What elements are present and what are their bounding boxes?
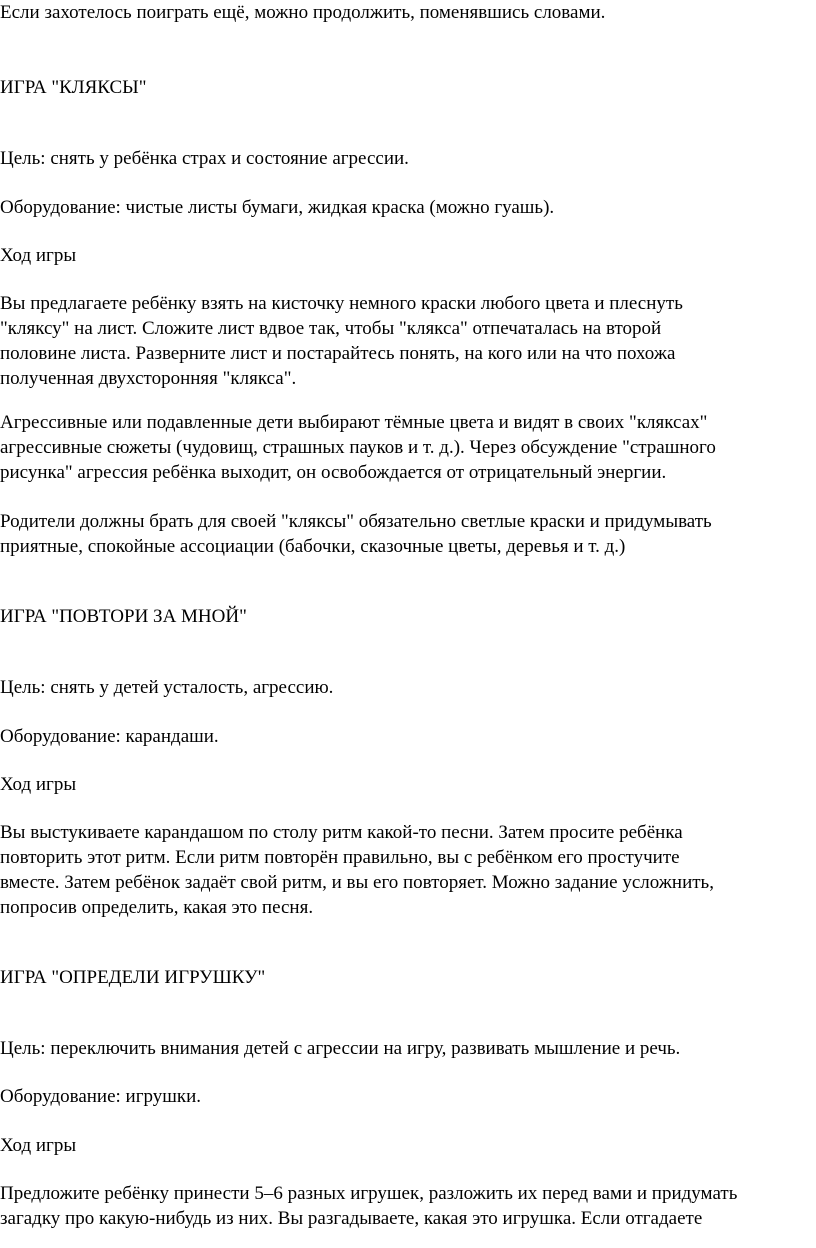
game-3-procedure-label: Ход игры bbox=[0, 1135, 77, 1156]
game-1-equipment: Оборудование: чистые листы бумаги, жидкая краска (можно гуашь). bbox=[0, 197, 555, 218]
game-3-procedure-line: Предложите ребёнку принести 5–6 разных игрушек, разложить их перед вами и придумать bbox=[0, 1183, 738, 1204]
game-2-equipment: Оборудование: карандаши. bbox=[0, 726, 219, 747]
game-1-procedure-line: полученная двухсторонняя "клякса". bbox=[0, 368, 297, 389]
game-1-note-line: рисунка" агрессия ребёнка выходит, он освобождается от отрицательный энергии. bbox=[0, 462, 667, 483]
game-2-procedure-label: Ход игры bbox=[0, 774, 77, 795]
game-1-procedure-label: Ход игры bbox=[0, 245, 77, 266]
intro-line: Если захотелось поиграть ещё, можно продолжить, поменявшись словами. bbox=[0, 2, 606, 23]
game-2-heading: ИГРА "ПОВТОРИ ЗА МНОЙ" bbox=[0, 606, 247, 627]
game-2-procedure-line: Вы выстукиваете карандашом по столу ритм какой-то песни. Затем просите ребёнка bbox=[0, 822, 683, 843]
game-2-procedure-line: попросив определить, какая это песня. bbox=[0, 897, 314, 918]
game-3-heading: ИГРА "ОПРЕДЕЛИ ИГРУШКУ" bbox=[0, 967, 266, 988]
game-1-procedure-line: "кляксу" на лист. Сложите лист вдвое так, чтобы "клякса" отпечаталась на второй bbox=[0, 318, 662, 339]
game-2-goal: Цель: снять у детей усталость, агрессию. bbox=[0, 677, 334, 698]
game-1-goal: Цель: снять у ребёнка страх и состояние агрессии. bbox=[0, 148, 409, 169]
game-1-note-line: Агрессивные или подавленные дети выбирают тёмные цвета и видят в своих "кляксах" bbox=[0, 412, 708, 433]
game-1-procedure-line: Вы предлагаете ребёнку взять на кисточку немного краски любого цвета и плеснуть bbox=[0, 293, 683, 314]
game-1-note-line: агрессивные сюжеты (чудовищ, страшных пауков и т. д.). Через обсуждение "страшного bbox=[0, 437, 716, 458]
game-1-parents-line: Родители должны брать для своей "кляксы" обязательно светлые краски и придумывать bbox=[0, 511, 712, 532]
game-3-procedure-line: загадку про какую-нибудь из них. Вы разгадываете, какая это игрушка. Если отгадаете bbox=[0, 1208, 703, 1229]
game-2-procedure-line: вместе. Затем ребёнок задаёт свой ритм, и вы его повторяет. Можно задание усложнить, bbox=[0, 872, 714, 893]
game-1-heading: ИГРА "КЛЯКСЫ" bbox=[0, 77, 147, 98]
game-3-equipment: Оборудование: игрушки. bbox=[0, 1086, 202, 1107]
game-2-procedure-line: повторить этот ритм. Если ритм повторён правильно, вы с ребёнком его простучите bbox=[0, 847, 680, 868]
game-3-goal: Цель: переключить внимания детей с агрессии на игру, развивать мышление и речь. bbox=[0, 1038, 681, 1059]
game-1-parents-line: приятные, спокойные ассоциации (бабочки, сказочные цветы, деревья и т. д.) bbox=[0, 536, 626, 557]
game-1-procedure-line: половине листа. Разверните лист и постарайтесь понять, на кого или на что похожа bbox=[0, 343, 676, 364]
